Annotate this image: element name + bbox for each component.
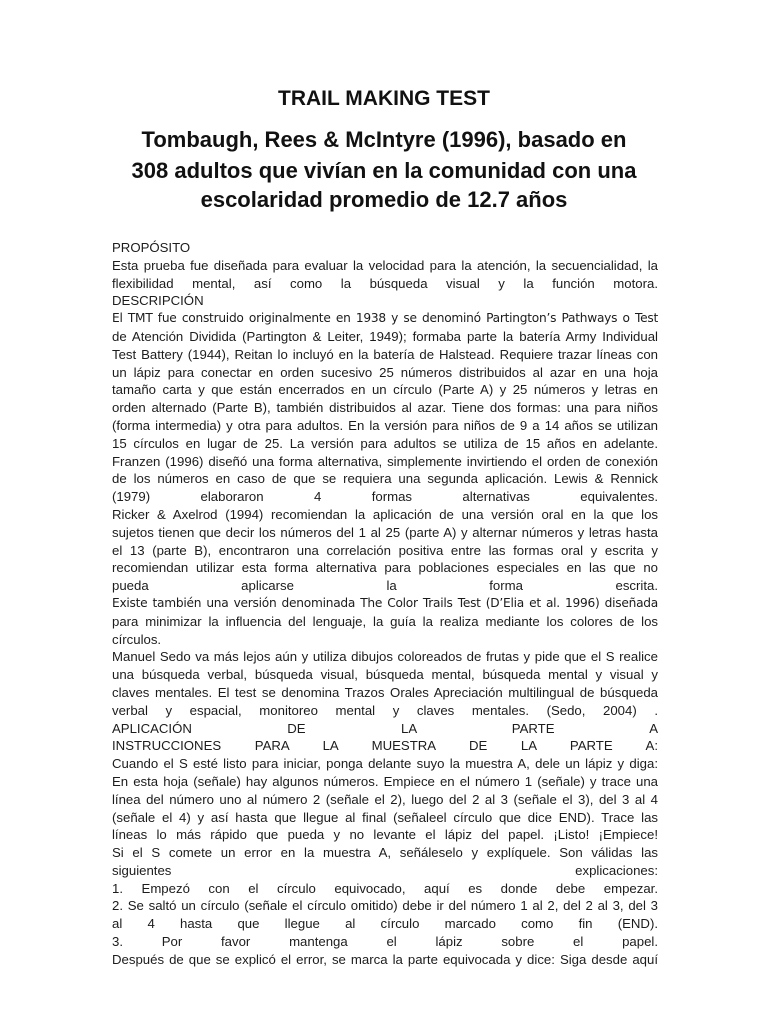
text-line: orden alternado (Parte B), también distribuidos al azar. Tiene dos formas: una para niños <box>112 400 658 416</box>
subtitle-line-2: 308 adultos que vivían en la comunidad con una <box>131 158 637 183</box>
text-line: El TMT fue construido originalmente en 1938 y se denominó Partington’s Pathways o Test <box>112 311 658 326</box>
text-line: flexibilidad mental, así como la búsqueda visual y la función motora. <box>112 275 658 291</box>
text-line: claves mentales. El test se denomina Trazos Orales Apreciación multilingual de búsqueda <box>112 684 658 700</box>
text-line: En esta hoja (señale) hay algunos números. Empiece en el número 1 (señale) y trace una <box>112 773 658 789</box>
heading-descripcion: DESCRIPCIÓN <box>112 293 204 309</box>
text-line: 15 círculos en lugar de 25. La versión para adultos se utiliza de 15 años en adelante. <box>112 435 658 451</box>
text-line: de los números en caso de que se requiera una segunda aplicación. Lewis & Rennick <box>112 471 658 487</box>
text-line: Esta prueba fue diseñada para evaluar la velocidad para la atención, la secuencialidad, la <box>112 257 658 273</box>
text-line: siguientes explicaciones: <box>112 862 658 878</box>
text-line: para minimizar la influencia del lenguaje, la guía la realiza mediante los colores de los <box>112 613 658 629</box>
heading-aplicacion: APLICACIÓN DE LA PARTE A <box>112 720 658 736</box>
text-line: el 13 (parte B), encontraron una correlación positiva entre las formas oral y escrita y <box>112 542 658 558</box>
text-line: una búsqueda verbal, búsqueda visual, búsqueda mental, búsqueda mental y visual y <box>112 667 658 683</box>
text-line: círculos. <box>112 631 162 647</box>
text-line: un lápiz para conectar en orden sucesivo 25 números distribuidos al azar en una hoja <box>112 364 658 380</box>
text-line: verbal y espacial, monitoreo mental y claves mentales. (Sedo, 2004) . <box>112 702 658 718</box>
text-line: al 4 hasta que llegue al círculo marcado como fin (END). <box>112 916 658 932</box>
text-line: Test Battery (1944), Reitan lo incluyó en la batería de Halstead. Requiere trazar líneas con <box>112 346 658 362</box>
document-title: TRAIL MAKING TEST <box>278 87 490 110</box>
list-item: 3. Por favor mantenga el lápiz sobre el papel. <box>112 934 658 950</box>
body-text <box>112 239 658 969</box>
text-line: tamaño carta y que están encerrados en un círculo (Parte A) y 25 números y letras en <box>112 382 658 398</box>
text-line: (1979) elaboraron 4 formas alternativas equivalentes. <box>112 489 658 505</box>
text-line: línea del número uno al número 2 (señale el 2), luego del 2 al 3 (señale el 3), del 3 al 4 <box>112 791 658 807</box>
text-line: Ricker & Axelrod (1994) recomiendan la aplicación de una versión oral en la que los <box>112 506 658 522</box>
text-line: (forma intermedia) y otra para adultos. En la versión para niños de 9 a 14 años se utilizan <box>112 417 658 433</box>
text-line: Después de que se explicó el error, se marca la parte equivocada y dice: Siga desde aquí <box>112 951 658 967</box>
list-item: 1. Empezó con el círculo equivocado, aquí es donde debe empezar. <box>112 880 658 896</box>
text-line: de Atención Dividida (Partington & Leiter, 1949); formaba parte la batería Army Individual <box>112 328 658 344</box>
text-line: Si el S comete un error en la muestra A, señáleselo y explíquele. Son válidas las <box>112 845 658 861</box>
text-line: sujetos tienen que decir los números del 1 al 25 (parte A) y alternar números y letras hasta <box>112 524 658 540</box>
text-line: recomiendan utilizar esta forma alternativa para poblaciones especiales en las que no <box>112 560 658 576</box>
text-line: Franzen (1996) diseñó una forma alternativa, simplemente invirtiendo el orden de conexión <box>112 453 658 469</box>
text-line: (señale el 4) y así hasta que llegue al final (señaleel círculo que dice END). Trace las <box>112 809 658 825</box>
text-line: pueda aplicarse la forma escrita. <box>112 578 658 594</box>
text-line: Cuando el S esté listo para iniciar, ponga delante suyo la muestra A, dele un lápiz y diga: <box>112 756 658 772</box>
heading-proposito: PROPÓSITO <box>112 240 191 255</box>
text-line: líneas lo más rápido que pueda y no levante el lápiz del papel. ¡Listo! ¡Empiece! <box>112 827 658 843</box>
text-line: Manuel Sedo va más lejos aún y utiliza dibujos coloreados de frutas y pide que el S realice <box>112 649 658 665</box>
subtitle-line-3: escolaridad promedio de 12.7 años <box>200 187 568 212</box>
subtitle-line-1: Tombaugh, Rees & McIntyre (1996), basado en <box>141 127 627 152</box>
text-line: Existe también una versión denominada The Color Trails Test (D’Elia et al. 1996) diseñada <box>112 595 658 610</box>
heading-instrucciones: INSTRUCCIONES PARA LA MUESTRA DE LA PARTE A: <box>112 738 658 754</box>
list-item: 2. Se saltó un círculo (señale el círculo omitido) debe ir del número 1 al 2, del 2 al 3, del 3 <box>112 898 658 914</box>
